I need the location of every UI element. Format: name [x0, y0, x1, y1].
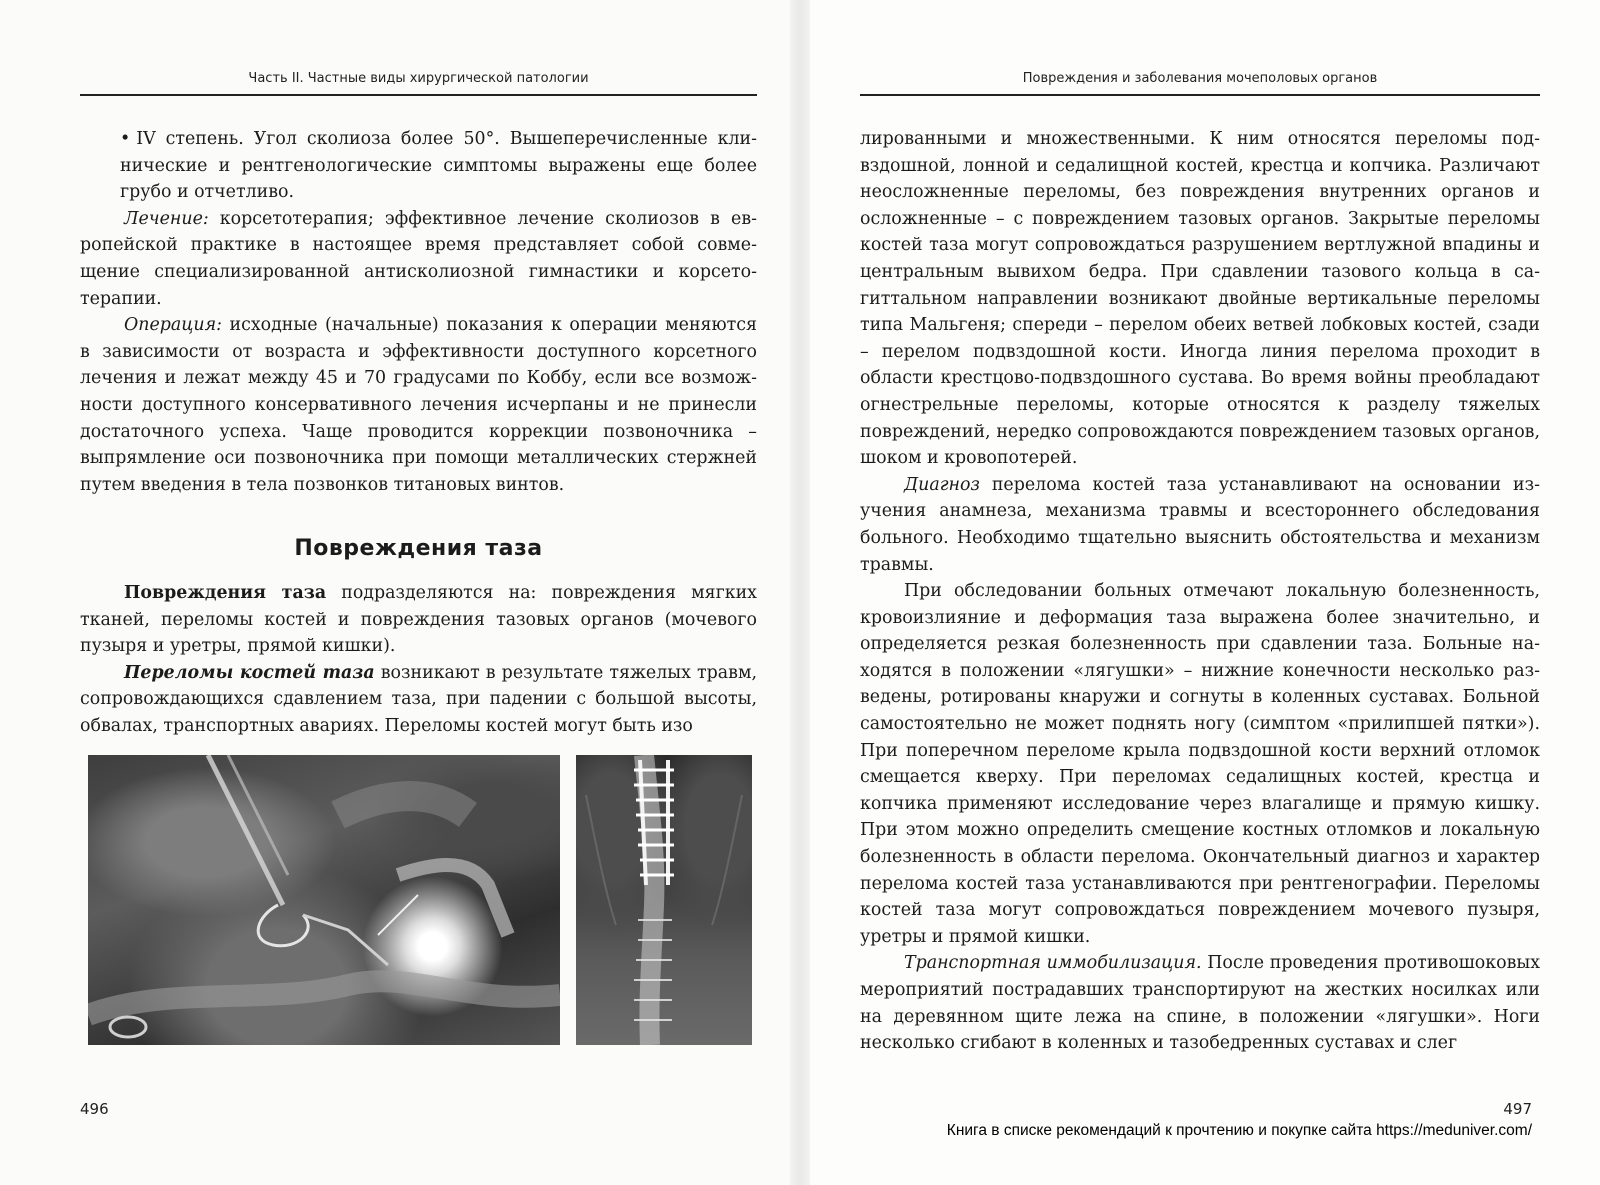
injuries-text: подразделяются на: повреждения мягких тканей, переломы костей и повреждения тазовых органов (мочевого пузыря и уретры, прямой кишки). [80, 583, 757, 657]
fractures-paragraph [80, 660, 757, 740]
operation-label: Операция: [124, 315, 222, 336]
page-number-left: 496 [80, 1100, 109, 1118]
examination-paragraph: При обследовании больных отмечают локальную болезненность, кровоизлияние и деформация таза выражена более значительно, и определяется резкая болезненность при сдавлении таза. Больные находятся в положении «лягушки» – нижние конечности несколько разведены, ротированы кнаружи и согнуты в коленных суставах. Больной самостоятельно не может поднять ногу (симптом «прилипшей пятки»). При поперечном переломе крыла подвздошной кости верхний отломок смещается кверху. При переломах седалищных костей, крестца и копчика применяют исследование через влагалище и прямую кишку. При этом можно определить смещение костных отломков и локальную болезненность в области перелома. Окончательный диагноз и характер перелома костей таза устанавливаются при рентгенографии. Переломы костей таза могут сопровождаться повреждением мочевого пузыря, уретры и прямой кишки. [860, 581, 1540, 947]
right-page [810, 0, 1600, 1185]
fractures-text: возникают в результате тяжелых травм, сопровождающихся сдавлением таза, при падении с большой высоты, обвалах, транспортных авариях. Переломы костей могут быть изо [80, 662, 757, 736]
transport-text: После проведения противошоковых мероприятий пострадавших транспортируют на жестких носилках или на деревянном щите лежа на спине, в положении «лягушки». Ноги несколько сгибают в коленных и тазобедренных суставах и слег [860, 953, 1541, 1054]
surgery-photo [88, 755, 560, 1045]
operation-paragraph [80, 312, 757, 498]
bullet-text: IV степень. Угол сколиоза более 50°. Вышеперечисленные клинические и рентгенологические симптомы выражены еще более грубо и отчетливо. [120, 129, 757, 203]
footer-recommendation-link[interactable]: Книга в списке рекомендаций к прочтению и покупке сайта https://meduniver.com/ [946, 1122, 1532, 1139]
transport-label: Транспортная иммобилизация. [904, 953, 1202, 974]
section-heading: Повреждения таза [294, 536, 543, 561]
book-gutter [790, 0, 810, 1185]
treatment-label: Лечение: [124, 208, 209, 229]
transport-paragraph [860, 950, 1540, 1056]
operation-text: исходные (начальные) показания к операции меняются в зависимости от возраста и эффективности доступного корсетного лечения и лежат между 45 и 70 градусами по Коббу, если все возможности доступного консервативного лечения исчерпаны и не принесли достаточного успеха. Чаще проводится коррекции позвоночника – выпрямление оси позвоночника при помощи металлических стержней путем введения в тела позвонков титановых винтов. [80, 315, 757, 495]
page-number-right: 497 [1503, 1100, 1532, 1118]
injuries-label: Повреждения таза [124, 583, 327, 603]
fractures-label: Переломы костей таза [124, 662, 375, 683]
continuation-paragraph: лированными и множественными. К ним относятся переломы подвздошной, лонной и седалищной костей, крестца и копчика. Различают неосложненные переломы, без повреждения внутренних органов и осложненные – с повреждением тазовых органов. Закрытые переломы костей таза могут сопровождаться разрушением вертлужной впадины и центральным вывихом бедра. При сдавлении тазового кольца в сагиттальном направлении возникают двойные вертикальные переломы типа Мальгеня; спереди – перелом обеих ветвей лобковых костей, сзади – перелом подвздошной кости. Иногда линия перелома проходит в области крестцово-подвздошного сустава. Во время войны преобладают огнестрельные переломы, которые относятся к разделу тяжелых повреждений, нередко сопровождаются повреждением тазовых органов, шоком и кровопотерей. [860, 129, 1540, 469]
injuries-paragraph [80, 580, 757, 660]
left-text-bottom [80, 580, 757, 740]
bullet-dot: • [120, 129, 131, 149]
running-head-left: Часть II. Частные виды хирургической патологии [80, 70, 757, 96]
xray-spine-drawing [576, 755, 752, 1045]
running-head-right: Повреждения и заболевания мочеполовых органов [860, 70, 1540, 96]
diagnosis-label: Диагноз [904, 474, 980, 495]
treatment-text: корсетотерапия; эффективное лечение сколиозов в европейской практике в настоящее время представляет собой совмещение специализированной антисколиозной гимнастики и корсетотерапии. [80, 208, 757, 309]
treatment-paragraph [80, 206, 757, 312]
surgery-photo-drawing [88, 755, 560, 1045]
left-text-top [80, 126, 757, 498]
bullet-paragraph [80, 126, 757, 206]
left-page [0, 0, 790, 1185]
xray-photo [576, 755, 752, 1045]
diagnosis-paragraph [860, 472, 1540, 578]
diagnosis-text: перелома костей таза устанавливают на основании изучения анамнеза, механизма травмы и всестороннего обследования больного. Необходимо тщательно выяснить обстоятельства и механизм травмы. [860, 474, 1540, 575]
right-text [860, 126, 1540, 1057]
